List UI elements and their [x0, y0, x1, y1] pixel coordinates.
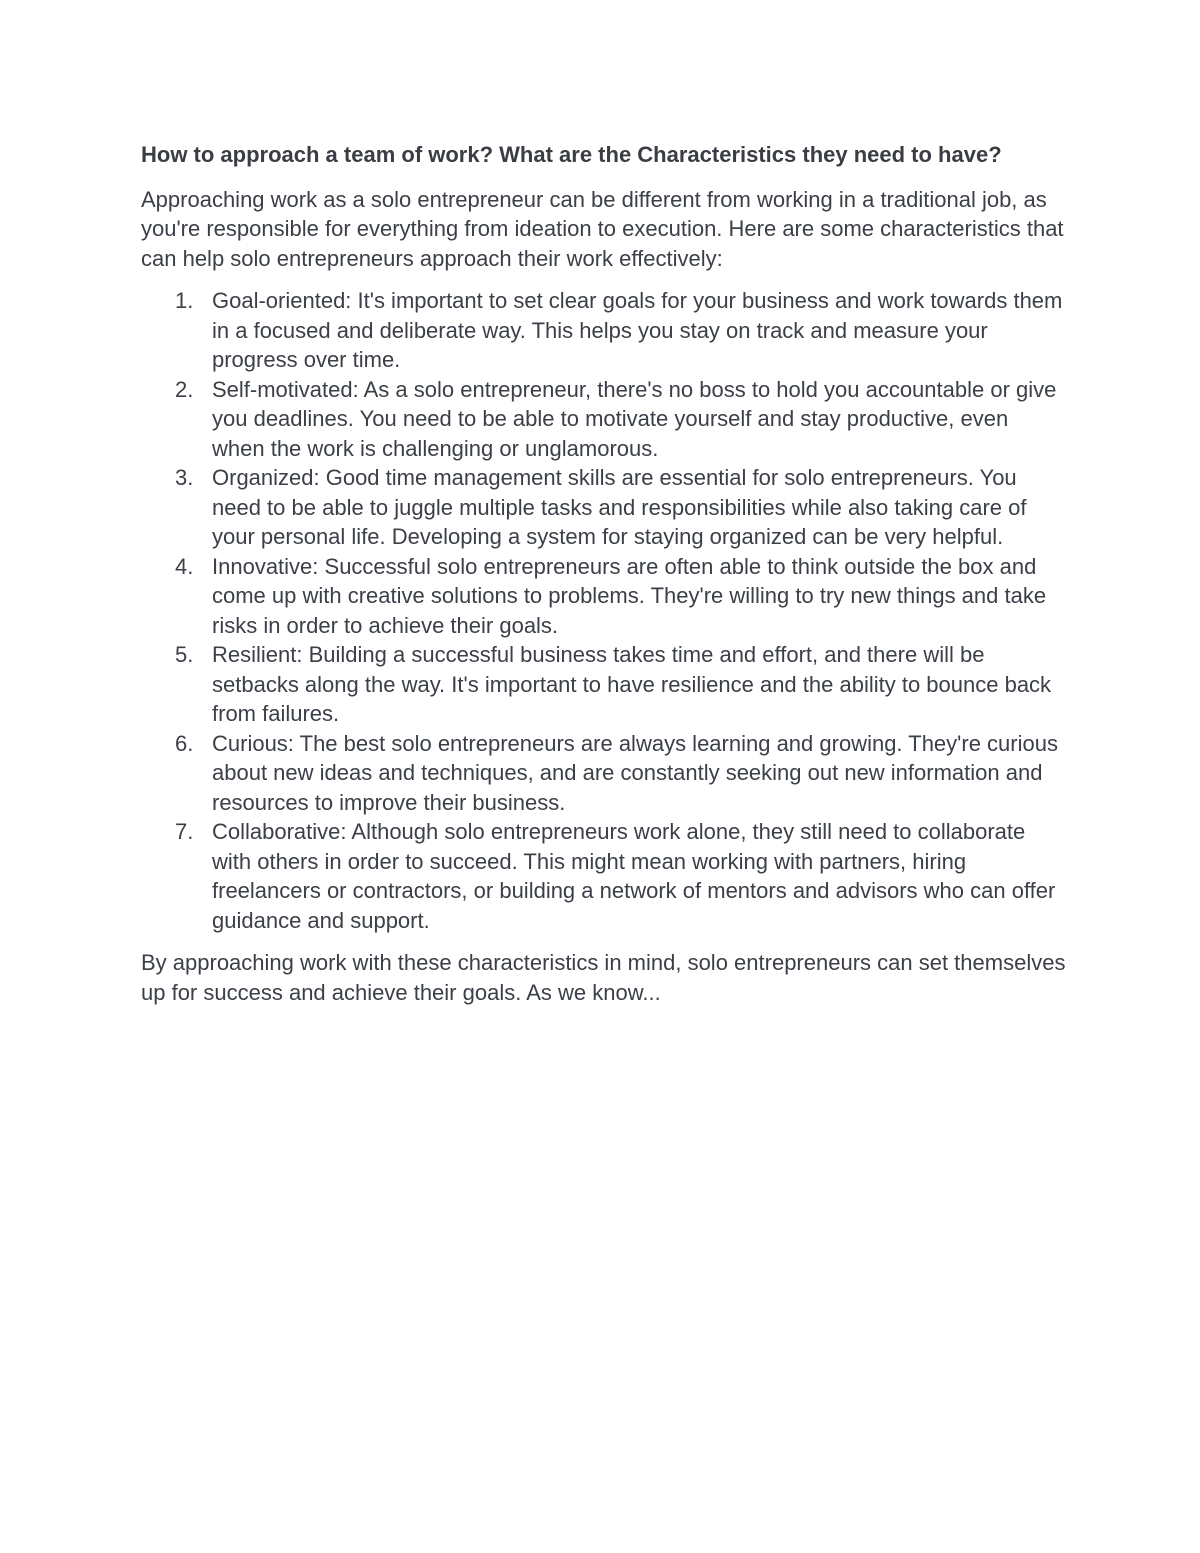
list-item-number: 7.: [175, 819, 194, 844]
list-item: [141, 286, 1066, 375]
intro-paragraph: Approaching work as a solo entrepreneur can be different from working in a traditional job, as you're responsible for everything from ideation to execution. Here are some characteristics that can help solo entrepreneurs approach their work effectively:: [141, 186, 1064, 271]
list-item: [141, 729, 1066, 818]
list-item: [141, 640, 1066, 729]
list-item-text: Resilient: Building a successful business takes time and effort, and there will be setbacks along the way. It's important to have resilience and the ability to bounce back from failures.: [212, 642, 1052, 726]
list-item: [141, 552, 1066, 641]
list-item: [141, 817, 1066, 935]
list-item: [141, 375, 1066, 464]
list-item-number: 3.: [175, 465, 194, 490]
document-title: How to approach a team of work? What are the Characteristics they need to have?: [141, 142, 1002, 167]
list-item-number: 2.: [175, 376, 194, 402]
list-item-text: Goal-oriented: It's important to set clear goals for your business and work towards them in a focused and deliberate way. This helps you stay on track and measure your progress over time.: [212, 288, 1063, 372]
list-item-text: Collaborative: Although solo entrepreneurs work alone, they still need to collaborate with others in order to succeed. This might mean working with partners, hiring freelancers or contractors, or building a network of mentors and advisors who can offer guidance and support.: [212, 819, 1056, 933]
document-page: [141, 140, 1066, 1007]
list-item-text: Innovative: Successful solo entrepreneurs are often able to think outside the box and come up with creative solutions to problems. They're willing to try new things and take risks in order to achieve their goals.: [212, 553, 1047, 638]
characteristics-list: [141, 286, 1066, 935]
list-item-text: Organized: Good time management skills are essential for solo entrepreneurs. You need to be able to juggle multiple tasks and responsibilities while also taking care of your personal life. Developing a system for staying organized can be very helpful.: [212, 465, 1027, 549]
list-item-text: Self-motivated: As a solo entrepreneur, there's no boss to hold you accountable or give you deadlines. You need to be able to motivate yourself and stay productive, even when the work is challenging or unglamorous.: [212, 376, 1057, 461]
list-item-number: 5.: [175, 642, 194, 667]
list-item: [141, 463, 1066, 552]
list-item-number: 6.: [175, 730, 194, 756]
list-item-number: 1.: [175, 288, 194, 313]
list-item-text: Curious: The best solo entrepreneurs are always learning and growing. They're curious about new ideas and techniques, and are constantly seeking out new information and resources to improve their business.: [212, 730, 1058, 815]
list-item-number: 4.: [175, 553, 194, 579]
conclusion-paragraph: By approaching work with these characteristics in mind, solo entrepreneurs can set themselves up for success and achieve their goals. As we know...: [141, 950, 1066, 1005]
